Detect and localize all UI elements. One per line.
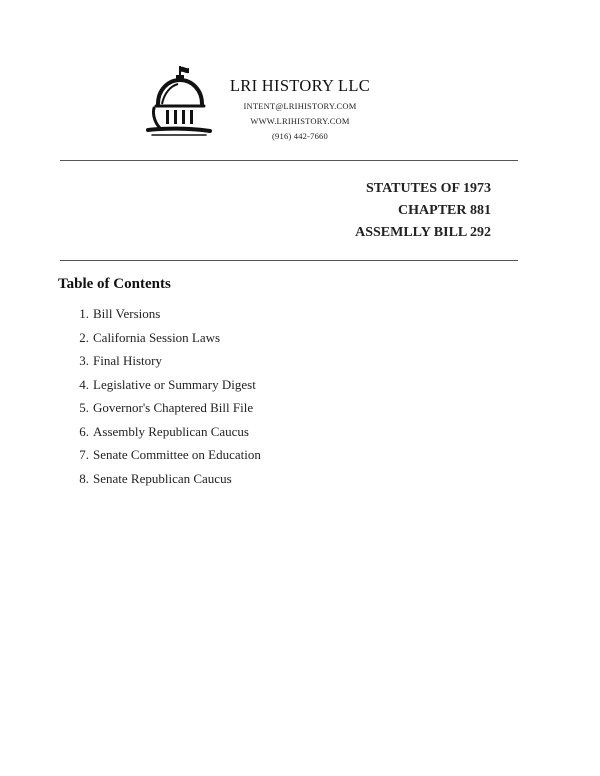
- toc-title: Table of Contents: [58, 276, 171, 292]
- company-phone: (916) 442-7660: [272, 131, 328, 141]
- toc-item-number: 7.: [79, 447, 89, 462]
- statute-year: STATUTES OF 1973: [366, 181, 491, 196]
- toc-item[interactable]: [68, 400, 261, 424]
- middle-divider: [60, 260, 518, 261]
- toc-item[interactable]: [68, 306, 261, 330]
- toc-item-label: Legislative or Summary Digest: [93, 376, 256, 392]
- toc-item[interactable]: [68, 330, 261, 354]
- company-name: LRI HISTORY LLC: [229, 76, 371, 95]
- toc-item-label: Senate Republican Caucus: [93, 470, 232, 486]
- toc-item[interactable]: [68, 471, 261, 495]
- toc-item-number: 6.: [79, 423, 89, 439]
- toc-item[interactable]: [68, 447, 261, 471]
- toc-item-number: 5.: [79, 400, 89, 415]
- statute-bill: ASSEMLLY BILL 292: [355, 225, 491, 240]
- company-email: INTENT@LRIHISTORY.COM: [243, 101, 357, 111]
- toc-item[interactable]: [68, 353, 261, 377]
- toc-item-number: 4.: [79, 376, 89, 392]
- statute-chapter: CHAPTER 881: [398, 203, 491, 218]
- toc-item-number: 2.: [79, 329, 89, 345]
- toc-item-label: California Session Laws: [93, 329, 221, 345]
- toc-item-label: Assembly Republican Caucus: [93, 423, 249, 439]
- toc-item[interactable]: [68, 377, 261, 401]
- toc-item-number: 1.: [79, 306, 89, 321]
- company-website: WWW.LRIHISTORY.COM: [250, 116, 350, 126]
- toc-item[interactable]: [68, 424, 261, 448]
- toc-list: [68, 306, 261, 494]
- toc-item-label: Senate Committee on Education: [93, 447, 261, 462]
- toc-item-label: Governor's Chaptered Bill File: [93, 400, 254, 415]
- toc-item-number: 3.: [79, 353, 89, 368]
- toc-item-label: Final History: [93, 353, 162, 368]
- top-divider: [60, 160, 518, 161]
- toc-item-label: Bill Versions: [93, 306, 161, 321]
- toc-item-number: 8.: [79, 470, 89, 486]
